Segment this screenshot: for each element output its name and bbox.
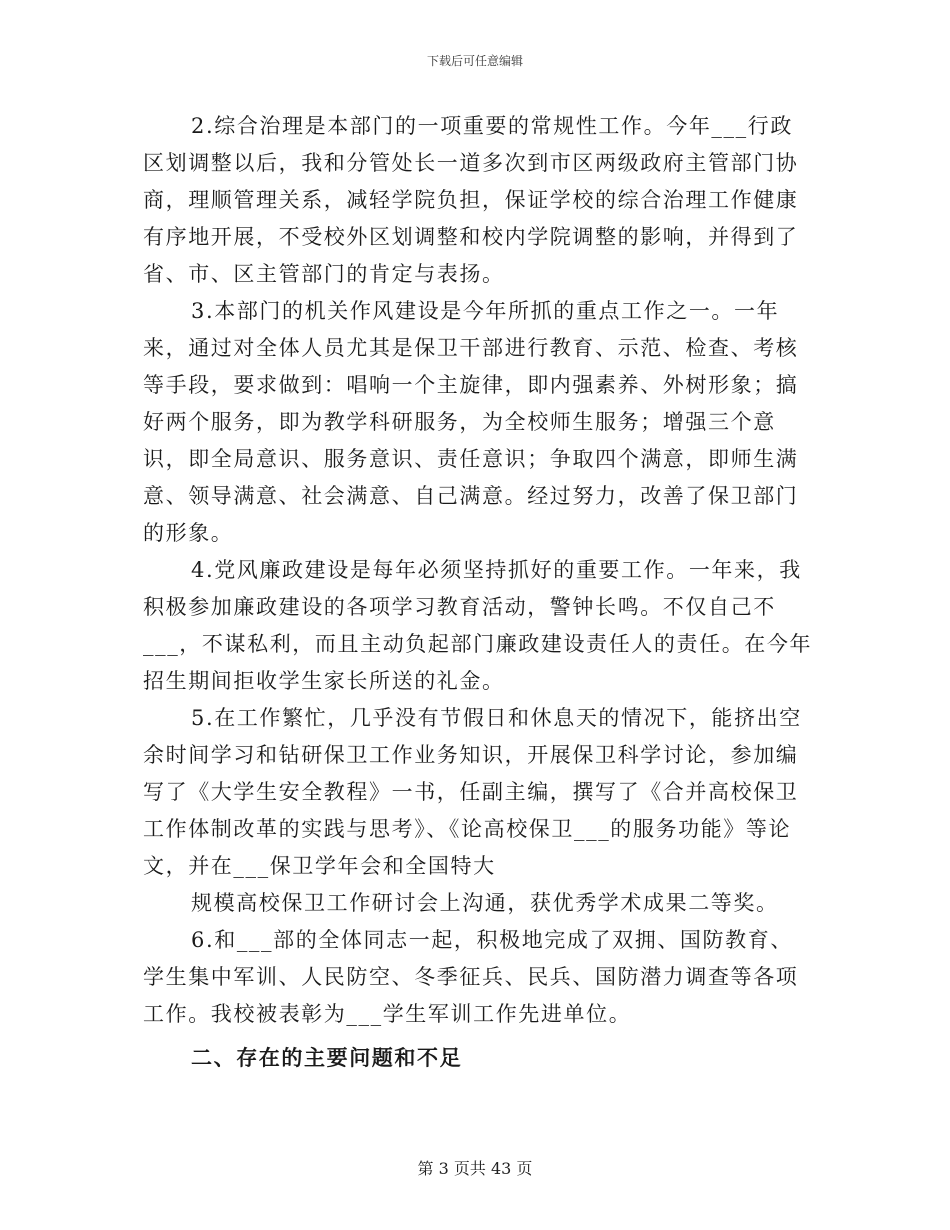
paragraph-4: 4.党风廉政建设是每年必须坚持抓好的重要工作。一年来，我积极参加廉政建设的各项学习教育活动，警钟长鸣。不仅自己不___，不谋私利，而且主动负起部门廉政建设责任人的责任。在今年招生期间拒收学生家长所送的礼金。 [143, 558, 813, 693]
section-heading: 二、存在的主要问题和不足 [191, 1045, 463, 1070]
document-body [143, 108, 815, 1076]
paragraph-3: 3.本部门的机关作风建设是今年所抓的重点工作之一。一年来，通过对全体人员尤其是保卫干部进行教育、示范、检查、考核等手段，要求做到：唱响一个主旋律，即内强素养、外树形象；搞好两个服务，即为教学科研服务，为全校师生服务；增强三个意识，即全局意识、服务意识、责任意识；争取四个满意，即师生满意、领导满意、社会满意、自己满意。经过努力，改善了保卫部门的形象。 [143, 299, 799, 545]
page-header: 下载后可任意编辑 [426, 54, 523, 68]
paragraph-6: 6.和___部的全体同志一起，积极地完成了双拥、国防教育、学生集中军训、人民防空、冬季征兵、民兵、国防潜力调查等各项工作。我校被表彰为___学生军训工作先进单位。 [143, 928, 799, 1026]
paragraph-5-continued: 规模高校保卫工作研讨会上沟通，获优秀学术成果二等奖。 [191, 891, 779, 915]
page-footer: 第 3 页共 43 页 [417, 1159, 533, 1178]
paragraph-5: 5.在工作繁忙，几乎没有节假日和休息天的情况下，能挤出空余时间学习和钻研保卫工作业务知识，开展保卫科学讨论，参加编写了《大学生安全教程》一书，任副主编，撰写了《合并高校保卫工作体制改革的实践与思考》、《论高校保卫___的服务功能》等论文，并在___保卫学年会和全国特大 [143, 706, 802, 878]
paragraph-2: 2.综合治理是本部门的一项重要的常规性工作。今年___行政区划调整以后，我和分管处长一道多次到市区两级政府主管部门协商，理顺管理关系，减轻学院负担，保证学校的综合治理工作健康有序地开展，不受校外区划调整和校内学院调整的影响，并得到了省、市、区主管部门的肯定与表扬。 [143, 114, 799, 286]
